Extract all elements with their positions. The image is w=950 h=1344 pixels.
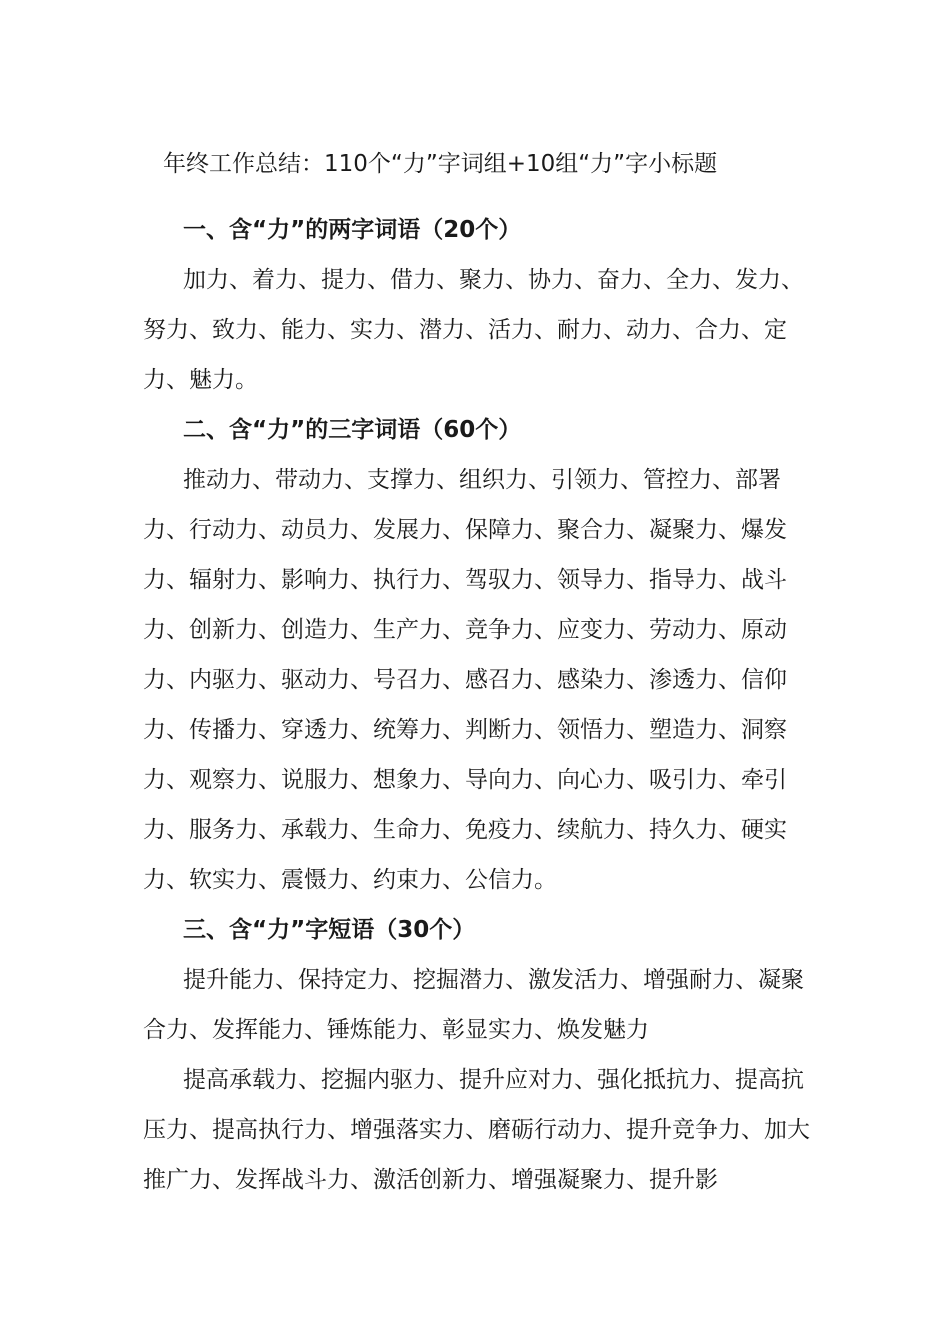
section-heading-three-char-words: 二、含“力”的三字词语（60个）: [183, 417, 522, 443]
document-body: [143, 205, 823, 1205]
section-text-two-char-words: 加力、着力、提力、借力、聚力、协力、奋力、全力、发力、努力、致力、能力、实力、潜力、活力、耐力、动力、合力、定力、魅力。: [143, 267, 804, 393]
section-heading-two-char-words: 一、含“力”的两字词语（20个）: [183, 217, 522, 243]
section-text-three-char-words: 推动力、带动力、支撑力、组织力、引领力、管控力、部署力、行动力、动员力、发展力、保障力、聚合力、凝聚力、爆发力、辐射力、影响力、执行力、驾驭力、领导力、指导力、战斗力、创新力、创造力、生产力、竞争力、应变力、劳动力、原动力、内驱力、驱动力、号召力、感召力、感染力、渗透力、信仰力、传播力、穿透力、统筹力、判断力、领悟力、塑造力、洞察力、观察力、说服力、想象力、导向力、向心力、吸引力、牵引力、服务力、承载力、生命力、免疫力、续航力、持久力、硬实力、软实力、震慑力、约束力、公信力。: [143, 467, 787, 893]
section-heading-phrases: 三、含“力”字短语（30个）: [183, 917, 476, 943]
document-title: 年终工作总结：110个“力”字词组+10组“力”字小标题: [163, 151, 718, 177]
section-text-phrases-1: 提升能力、保持定力、挖掘潜力、激发活力、增强耐力、凝聚合力、发挥能力、锤炼能力、彰显实力、焕发魅力: [143, 967, 804, 1043]
section-text-phrases-2: 提高承载力、挖掘内驱力、提升应对力、强化抵抗力、提高抗压力、提高执行力、增强落实力、磨砺行动力、提升竞争力、加大推广力、发挥战斗力、激活创新力、增强凝聚力、提升影: [143, 1067, 810, 1193]
